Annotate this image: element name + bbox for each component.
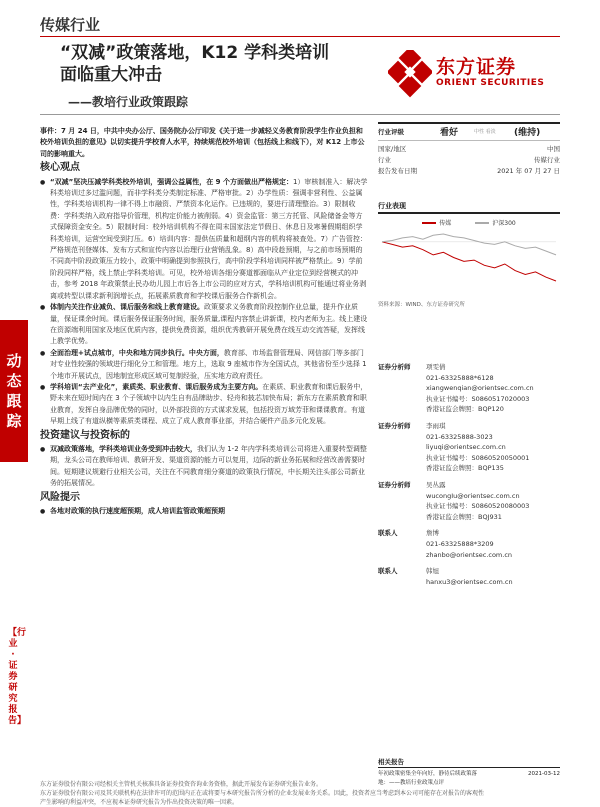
analyst-card [378,421,560,474]
analyst-card [378,566,560,587]
meta-value: 传媒行业 [534,155,560,164]
email-label [378,550,426,561]
email-row [378,577,560,588]
email-label [378,491,426,502]
disclaimer-line: 东方证券股份有限公司经相关主管机关核准具备证券投资咨询业务资格，据此开展发布证券研究报告业务。 [40,781,323,788]
email-value[interactable]: hanxu3@orientsec.com.cn [426,577,513,586]
rating-meta [378,144,560,177]
meta-value: 2021 年 07 月 27 日 [497,166,560,175]
email-row [378,550,560,561]
email-value[interactable]: liyuqi@orientsec.com.cn [426,443,506,452]
cert-row [378,453,560,464]
related-title: 年初政策密集全年向好，静待后续政策落 [378,771,478,777]
hk-license-label: 香港证监会牌照： [426,464,478,473]
rating-label: 行业评级 [378,128,404,136]
chart-source: 资料来源：WIND、东方证券研究所 [378,302,465,308]
phone-value: 021-63325888*6128 [426,373,494,382]
cert-value [426,394,529,405]
hk-license-number: BQP120 [478,405,504,414]
logo-chinese-name: 东方证券 [436,56,517,78]
cert-label [378,501,426,512]
cert-number: S0860520050001 [471,453,530,462]
report-title-line1: “双减”政策落地，K12 学科类培训 [60,43,330,63]
legend-swatch [475,222,489,224]
analyst-name-row [378,362,560,373]
phone-value: 021-63325888*3209 [426,539,494,548]
company-logo [388,46,560,106]
core-point-lead: 体制内关注作业减负、课后服务和线上教育建设。 [50,303,204,312]
core-point-lead: “双减”坚决压减学科类校外培训，强调公益属性，在 9 个方面做出严格规定： [50,177,293,186]
analyst-name-value: 李雨琪 [426,421,446,430]
analyst-name-value: 詹博 [426,529,439,538]
tag-char: 态 [6,372,22,390]
meta-key: 国家/地区 [378,144,407,153]
rating-divider [378,140,560,141]
investment-point-lead: 双减政策落地，学科类培训业务受到冲击较大， [50,444,197,453]
core-point-body: 政策要求义务教育阶段控制作业总量，提升作业质量，保证课余时间。课后服务保证服务时间，服务质量,课程内容禁止讲新课，校内老师为主。线上建设在资源端利用国家及地区优质内容，提供免费资源，组织优秀教研开展免费在线互动交流答疑，发挥线上教学优势。 [50,303,368,346]
cert-label: 执业证书编号： [426,502,472,511]
core-point-body: 在素质、职业教育和课后服务中，野未来在短时间内在 3 个子领域中以内生自有品牌助步、轻舟和披芯加快布局；新东方在素质教育和职业教育，发挥自身品牌优势的同时，以外部投资的方式谋求发展，包括投资万域芳菲和课课教育。有道早期上线了有道纵横等素质类课程、成立了成人教育事业部，并结合硬件产品多元化发展。 [50,382,368,426]
legend-item [422,218,451,227]
cert-label [378,453,426,464]
cert-number: S0860520080003 [471,502,530,511]
email-row [378,383,560,394]
legend-swatch [422,222,436,224]
investment-point [40,444,368,490]
performance-chart [378,230,560,285]
related-rule [378,767,560,768]
cert-number: S0860517020003 [471,394,530,403]
core-point-lead: 学科培训“去产业化”，素质类、职业教育、课后服务成为主要方向。 [50,382,263,391]
hk-license-label [378,404,426,415]
hk-license-number: BQJ931 [478,512,502,521]
cert-label [378,394,426,405]
email-value[interactable]: zhanbo@orientsec.com.cn [426,550,513,559]
hk-license-row [378,512,560,523]
hk-license-label: 香港证监会牌照： [426,405,478,414]
chart-legend [378,218,560,227]
analyst-name-row [378,566,560,577]
rating-other-options: 中性 看淡 [474,129,496,135]
cert-label: 执业证书编号： [426,453,472,462]
core-point [40,177,368,302]
phone-row [378,539,560,550]
legend-item [475,218,515,227]
analyst-name-label: 证券分析师 [378,480,411,489]
analyst-name-value: 项雯倩 [426,363,446,371]
email-row [378,442,560,453]
core-point-body: 1）审核制准入：解决学科类培训过多过滥问题，而非学科类分类制定标准、严格审批。2）办学性质：强调非营利性、公益属性，学科类培训机构一律不得上市融资、严禁资本化运作。已违规的，要进行清理整治。3）限制收费：学科类纳入政府指导价管理，机构定价能力被削弱。4）资金监管：第三方托管、风险储备金等方式保障资金安全。5）限制时间：校外培训机构不得在周末国家法定节假日、休息日及寒暑假期组织学科类培训，运营空间受到打压。6）培训内容：提供伍质量和超纲内容的机构将被查处。7）广告管控：严格规范刊登媒体、发布方式和宣传内容以治理行业营销乱象。8）高中段趁预期，与之前市场预期的不同高中阶段政策压力较小，政策中明确提到参照执行，高中阶段学科培训同样被严格禁止。9）学前阶段同样严格，线上禁止学科类培训。可见，校外培训各细分赛道都面临从产业定位到经营模式的冲击，参考 2018 年政策禁止民办幼儿园上市后各上市公司的应对方式，学科培训机构可能通过将业务剥离或转型以课求新利润增长点，拓展素质教育和学校课后服务合作新机会。 [50,177,368,300]
hk-license-value [426,404,504,415]
phone-row [378,373,560,384]
tag-char: 踪 [6,412,22,430]
sector-label: 传媒行业 [40,16,101,34]
analyst-name-label: 联系人 [378,529,398,538]
email-value[interactable]: xiangwenqian@orientsec.com.cn [426,384,534,393]
analyst-name-value: 韩旭 [426,567,439,576]
header-divider [40,36,560,37]
email-label [378,383,426,394]
hk-license-row [378,404,560,415]
phone-label [378,432,426,443]
cert-value [426,453,529,464]
rating-value: 看好 [440,128,459,138]
investment-heading: 投资建议与投资标的 [40,429,130,441]
cert-label: 执业证书编号： [426,394,472,403]
report-title [60,42,400,86]
meta-row [378,144,560,155]
event-summary: 事件：7 月 24 日，中共中央办公厅、国务院办公厅印发《关于进一步减轻义务教育阶段学生作业负担和校外培训负担的意见》以切实提升学校育人水平，持续规范校外培训（包括线上和线下），对 K12 上市公司的影响重大。 [40,127,365,158]
performance-heading: 行业表现 [378,202,406,210]
report-title-line2: 面临重大冲击 [60,65,162,85]
investment-point-body: 我们认为 1-2 年内学科类培训公司将进入重要转型调整期，龙头公司在教师培训、教研开发、渠道资源的能力可以复用，边际的新业务拓展和经营改善需要时间。短期建议规避行业相关公司，关注在不同教育细分赛道的政策执行情况，中长期关注头部公司新业务的拓展情况。 [50,444,367,488]
analyst-card [378,528,560,560]
tag-char: 动 [6,352,22,370]
analyst-name-label: 证券分析师 [378,421,411,430]
analyst-name-label: 联系人 [378,567,398,576]
analyst-list [378,362,560,593]
related-item[interactable] [378,770,560,779]
related-item-cont: 地：——教培行业政策点评 [378,780,445,786]
hk-license-label: 香港证监会牌照： [426,512,478,521]
analyst-card [378,362,560,415]
email-label [378,442,426,453]
rating-status: (维持) [514,128,541,138]
core-point-body: 教育部、市场监督管理局、网信部门等多部门对专业性较强的领域进行细化分工和管理。地方上，选取 9 座城市作为全国试点，其他省份至少选择 1 个地市开展试点，因地制宜形成区域可复制经验，压实地方政府责任。 [50,348,367,380]
hk-license-value [426,463,504,474]
core-point [40,382,368,428]
analyst-name-row [378,528,560,539]
hk-license-label [378,512,426,523]
report-category-vertical [2,628,27,727]
email-label [378,577,426,588]
email-value[interactable]: wucongIu@orientsec.com.cn [426,491,520,500]
meta-row [378,166,560,177]
core-views-heading: 核心观点 [40,162,80,174]
analyst-name-label: 证券分析师 [378,363,411,371]
orient-logo-icon [388,50,432,98]
analyst-name-row [378,421,560,432]
series-line-csi300 [382,234,556,255]
cert-value [426,501,529,512]
meta-key: 行业 [378,155,391,164]
legend-label: 传媒 [439,219,452,227]
email-row [378,491,560,502]
analyst-name-value: 吴丛露 [426,480,446,489]
legend-label: 沪深300 [492,219,516,227]
tag-char: 跟 [6,392,22,410]
phone-value: 021-63325888-3023 [426,432,493,441]
meta-key: 报告发布日期 [378,166,417,175]
rating-line [378,124,560,140]
risk-heading: 风险提示 [40,491,80,503]
rating-panel [378,122,560,177]
phone-label [378,373,426,384]
hk-license-number: BQP135 [478,464,504,473]
core-point [40,302,368,348]
cert-row [378,501,560,512]
hk-license-label [378,463,426,474]
disclaimer-line: 产生影响的利益冲突，不应视本证券研究报告为作出投资决策的唯一因素。 [40,799,239,806]
related-heading: 相关报告 [378,758,404,766]
performance-rule [378,212,560,214]
disclaimer-line: 东方证券股份有限公司及其关联机构在法律许可的范围内正在或将要与本研究报告所分析的企业发展业务关系。因此，投资者应当考虑到本公司可能存在对报告的客观性 [40,790,485,797]
logo-english-name: ORIENT SECURITIES [436,78,545,88]
report-subtitle: ——教培行业政策跟踪 [68,95,189,109]
hk-license-value [426,512,502,523]
analyst-card [378,480,560,522]
core-point [40,348,368,382]
meta-row [378,155,560,166]
phone-row [378,432,560,443]
phone-label [378,539,426,550]
disclaimer-footer [40,780,560,807]
subtitle-divider [40,114,560,115]
main-column [40,126,368,517]
risk-point: ● 各地对政策的执行速度超预期，成人培训监管政策超预期 [40,506,368,517]
report-type-tag [0,320,28,462]
cert-row [378,394,560,405]
vertical-label: 【行业·证券研究报告】 [8,628,27,726]
core-point-lead: 全面治理+试点城市，中央和地方同步执行。中央方面， [50,348,224,357]
related-date: 2021-03-12 [528,771,560,777]
hk-license-row [378,463,560,474]
meta-value: 中国 [547,144,560,153]
analyst-name-row [378,480,560,491]
performance-section [378,200,560,227]
